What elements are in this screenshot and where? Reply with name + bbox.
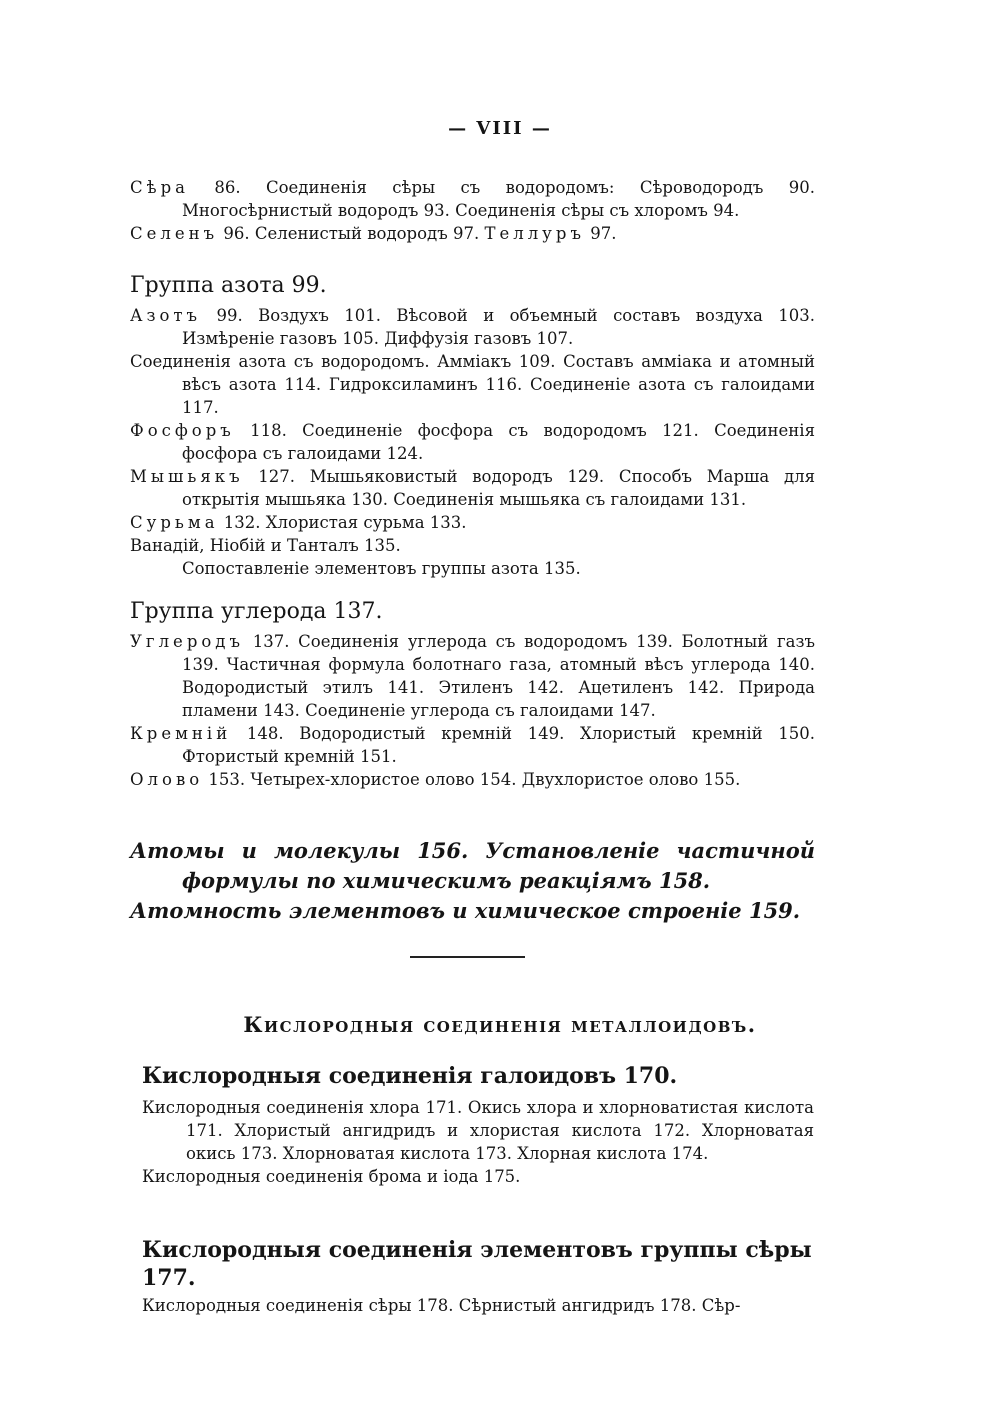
halogen-oxides — [142, 1062, 814, 1188]
entry-text: 137. Соединенія углерода съ водородомъ 139. Болотный газъ 139. Частичная формула болотнаго газа, атомный вѣсъ углерода 140. Водородистый этилъ 141. Этиленъ 142. Ацетиленъ 142. Природа пламени 143. Соединеніе углерода съ галоидами 147. — [182, 632, 815, 720]
entry-text: 99. Воздухъ 101. Вѣсовой и объемный составъ воздуха 103. Измѣреніе газовъ 105. Диффузія газовъ 107. — [182, 306, 815, 348]
entry-carbon — [130, 630, 815, 722]
entry-head: Сѣра — [130, 178, 189, 197]
sulfur-group-oxides — [142, 1236, 822, 1317]
entry-head: Фосфоръ — [130, 421, 235, 440]
entry-text: 97. — [584, 224, 617, 243]
entry-head: Азотъ — [130, 306, 202, 325]
entry-nitrogen — [130, 304, 815, 350]
entry-text: 86. Соединенія сѣры съ водородомъ: Сѣроводородъ 90. Многосѣрнистый водородъ 93. Соединенія сѣры съ хлоромъ 94. — [182, 178, 815, 220]
entry-vanadium — [130, 534, 815, 557]
atoms-block — [130, 836, 815, 926]
italic-valence: Атомность элементовъ и химическое строеніе 159. — [130, 898, 801, 923]
carbon-group — [130, 598, 815, 791]
entry-arsenic — [130, 465, 815, 511]
entry-antimony — [130, 511, 815, 534]
page-header: — VIII — — [448, 118, 552, 139]
entry-head: Углеродъ — [130, 632, 244, 651]
entry-tin — [130, 768, 815, 791]
entry-text: Соединенія азота съ водородомъ. Аммiакъ 109. Составъ аммiака и атомный вѣсъ азота 114. Гидроксиламинъ 116. Соединеніе азота съ галоидами 117. — [130, 352, 815, 417]
section-title-halogen: Кислородныя соединенія галоидовъ 170. — [142, 1063, 678, 1089]
entry-text: 132. Хлористая сурьма 133. — [218, 513, 467, 532]
entry-head: Теллуръ — [484, 224, 585, 243]
entry-text: 148. Водородистый кремній 149. Хлористый кремній 150. Фтористый кремній 151. — [182, 724, 815, 766]
section-title-sulfur-group: Кислородныя соединенія элементовъ группы сѣры 177. — [142, 1237, 812, 1291]
entry-head: Мышьякъ — [130, 467, 244, 486]
section-title-carbon: Группа углерода 137. — [130, 599, 383, 624]
nitrogen-comparison: Сопоставленіе элементовъ группы азота 135. — [182, 559, 581, 578]
entry-head: Олово — [130, 770, 204, 789]
entry-nitrogen-hydrogen — [130, 350, 815, 419]
entry-text: 153. Четырех-хлористое олово 154. Двухлористое олово 155. — [203, 770, 741, 789]
entry-sulfur-oxides: Кислородныя соединенія сѣры 178. Сѣрнистый ангидридъ 178. Сѣр- — [142, 1296, 741, 1315]
entry-phosphorus — [130, 419, 815, 465]
italic-atoms: Атомы и молекулы 156. Установленіе частичной формулы по химическимъ реакціямъ 158. — [130, 838, 815, 893]
entry-bromine-iodine: Кислородныя соединенія брома и іода 175. — [142, 1167, 521, 1186]
entry-head: Кремній — [130, 724, 232, 743]
entry-text: 96. Селенистый водородъ 97. — [218, 224, 485, 243]
nitrogen-group — [130, 272, 815, 580]
entry-selenium — [130, 222, 815, 245]
entry-text: 127. Мышьяковистый водородъ 129. Способъ Марша для открытія мышьяка 130. Соединенія мышьяка съ галоидами 131. — [182, 467, 815, 509]
entry-silicon — [130, 722, 815, 768]
entry-sulfur — [130, 176, 815, 222]
sulfur-block — [130, 176, 815, 245]
entry-chlorine-oxides: Кислородныя соединенія хлора 171. Окись хлора и хлорноватистая кислота 171. Хлористый ангидридъ и хлористая кислота 172. Хлорноватая окись 173. Хлорноватая кислота 173. Хлорная кислота 174. — [142, 1098, 814, 1163]
divider — [410, 956, 525, 958]
section-title-nitrogen: Группа азота 99. — [130, 273, 327, 298]
chapter-title: Кислородныя соединенія металлоидовъ. — [243, 1012, 757, 1037]
entry-head: Сурьма — [130, 513, 219, 532]
entry-text: 118. Соединеніе фосфора съ водородомъ 121. Соединенія фосфора съ галоидами 124. — [182, 421, 815, 463]
entry-text: Ванадій, Ніобій и Танталъ 135. — [130, 536, 401, 555]
entry-head: Селенъ — [130, 224, 219, 243]
